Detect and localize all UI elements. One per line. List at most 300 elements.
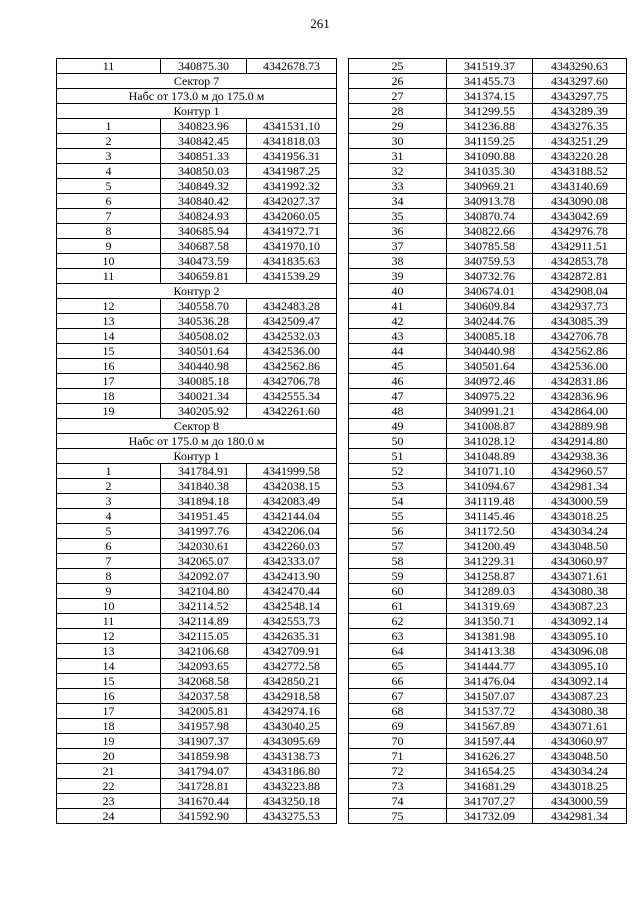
x-coordinate-cell: 341597.44 <box>447 734 533 749</box>
point-number-cell: 15 <box>57 674 161 689</box>
table-row <box>349 254 627 269</box>
table-row <box>349 404 627 419</box>
table-row <box>349 89 627 104</box>
x-coordinate-cell: 342104.80 <box>161 584 247 599</box>
table-row <box>57 269 337 284</box>
table-row <box>349 104 627 119</box>
point-number-cell: 14 <box>57 329 161 344</box>
table-row <box>349 149 627 164</box>
x-coordinate-cell: 340685.94 <box>161 224 247 239</box>
point-number-cell: 8 <box>57 224 161 239</box>
y-coordinate-cell: 4342635.31 <box>247 629 337 644</box>
point-number-cell: 69 <box>349 719 447 734</box>
point-number-cell: 11 <box>57 59 161 74</box>
point-number-cell: 38 <box>349 254 447 269</box>
x-coordinate-cell: 341094.67 <box>447 479 533 494</box>
y-coordinate-cell: 4341835.63 <box>247 254 337 269</box>
x-coordinate-cell: 340536.28 <box>161 314 247 329</box>
point-number-cell: 19 <box>57 734 161 749</box>
y-coordinate-cell: 4343087.23 <box>533 599 627 614</box>
x-coordinate-cell: 342115.05 <box>161 629 247 644</box>
table-row <box>57 59 337 74</box>
y-coordinate-cell: 4343085.39 <box>533 314 627 329</box>
y-coordinate-cell: 4343034.24 <box>533 524 627 539</box>
x-coordinate-cell: 340732.76 <box>447 269 533 284</box>
table-row <box>57 524 337 539</box>
y-coordinate-cell: 4343071.61 <box>533 719 627 734</box>
point-number-cell: 11 <box>57 269 161 284</box>
point-number-cell: 23 <box>57 794 161 809</box>
point-number-cell: 7 <box>57 554 161 569</box>
y-coordinate-cell: 4342937.73 <box>533 299 627 314</box>
y-coordinate-cell: 4343092.14 <box>533 614 627 629</box>
table-row <box>57 554 337 569</box>
x-coordinate-cell: 340969.21 <box>447 179 533 194</box>
y-coordinate-cell: 4343250.18 <box>247 794 337 809</box>
left-table-body <box>57 59 337 824</box>
table-row <box>57 794 337 809</box>
point-number-cell: 66 <box>349 674 447 689</box>
table-row <box>57 239 337 254</box>
table-row <box>349 299 627 314</box>
y-coordinate-cell: 4342974.16 <box>247 704 337 719</box>
y-coordinate-cell: 4341531.10 <box>247 119 337 134</box>
x-coordinate-cell: 341229.31 <box>447 554 533 569</box>
y-coordinate-cell: 4342038.15 <box>247 479 337 494</box>
table-row <box>57 299 337 314</box>
x-coordinate-cell: 340473.59 <box>161 254 247 269</box>
point-number-cell: 50 <box>349 434 447 449</box>
point-number-cell: 5 <box>57 179 161 194</box>
y-coordinate-cell: 4342144.04 <box>247 509 337 524</box>
x-coordinate-cell: 342030.61 <box>161 539 247 554</box>
point-number-cell: 59 <box>349 569 447 584</box>
x-coordinate-cell: 341374.15 <box>447 89 533 104</box>
contour-heading-row <box>57 284 337 299</box>
y-coordinate-cell: 4343188.52 <box>533 164 627 179</box>
y-coordinate-cell: 4342981.34 <box>533 479 627 494</box>
contour-heading-row <box>57 449 337 464</box>
table-row <box>349 719 627 734</box>
y-coordinate-cell: 4342908.04 <box>533 284 627 299</box>
x-coordinate-cell: 341997.76 <box>161 524 247 539</box>
point-number-cell: 17 <box>57 704 161 719</box>
x-coordinate-cell: 340659.81 <box>161 269 247 284</box>
x-coordinate-cell: 342005.81 <box>161 704 247 719</box>
table-row <box>349 239 627 254</box>
point-number-cell: 62 <box>349 614 447 629</box>
sector-heading-row <box>57 419 337 434</box>
point-number-cell: 64 <box>349 644 447 659</box>
point-number-cell: 4 <box>57 509 161 524</box>
y-coordinate-cell: 4342536.00 <box>247 344 337 359</box>
table-row <box>57 179 337 194</box>
x-coordinate-cell: 340501.64 <box>447 359 533 374</box>
x-coordinate-cell: 341258.87 <box>447 569 533 584</box>
y-coordinate-cell: 4341956.31 <box>247 149 337 164</box>
table-row <box>349 539 627 554</box>
y-coordinate-cell: 4342060.05 <box>247 209 337 224</box>
table-row <box>57 194 337 209</box>
page-number: 261 <box>310 16 330 31</box>
x-coordinate-cell: 340840.42 <box>161 194 247 209</box>
y-coordinate-cell: 4343090.08 <box>533 194 627 209</box>
point-number-cell: 72 <box>349 764 447 779</box>
x-coordinate-cell: 341670.44 <box>161 794 247 809</box>
x-coordinate-cell: 340085.18 <box>161 374 247 389</box>
table-row <box>349 224 627 239</box>
table-row <box>349 134 627 149</box>
table-row <box>349 389 627 404</box>
table-row <box>349 479 627 494</box>
table-row <box>349 569 627 584</box>
x-coordinate-cell: 341172.50 <box>447 524 533 539</box>
table-row <box>349 554 627 569</box>
point-number-cell: 2 <box>57 479 161 494</box>
y-coordinate-cell: 4341818.03 <box>247 134 337 149</box>
x-coordinate-cell: 341794.07 <box>161 764 247 779</box>
point-number-cell: 15 <box>57 344 161 359</box>
y-coordinate-cell: 4342483.28 <box>247 299 337 314</box>
table-row <box>349 494 627 509</box>
x-coordinate-cell: 340972.46 <box>447 374 533 389</box>
point-number-cell: 58 <box>349 554 447 569</box>
x-coordinate-cell: 341319.69 <box>447 599 533 614</box>
point-number-cell: 51 <box>349 449 447 464</box>
table-row <box>57 569 337 584</box>
sector-heading: Набс от 175.0 м до 180.0 м <box>57 434 337 449</box>
sector-heading-row <box>57 89 337 104</box>
point-number-cell: 5 <box>57 524 161 539</box>
x-coordinate-cell: 342065.07 <box>161 554 247 569</box>
x-coordinate-cell: 340870.74 <box>447 209 533 224</box>
x-coordinate-cell: 341444.77 <box>447 659 533 674</box>
table-row <box>57 644 337 659</box>
point-number-cell: 1 <box>57 119 161 134</box>
y-coordinate-cell: 4343042.69 <box>533 209 627 224</box>
point-number-cell: 33 <box>349 179 447 194</box>
table-row <box>57 689 337 704</box>
point-number-cell: 75 <box>349 809 447 824</box>
y-coordinate-cell: 4343275.53 <box>247 809 337 824</box>
point-number-cell: 27 <box>349 89 447 104</box>
table-row <box>349 674 627 689</box>
contour-heading: Контур 1 <box>57 449 337 464</box>
contour-heading-row <box>57 104 337 119</box>
x-coordinate-cell: 340849.32 <box>161 179 247 194</box>
point-number-cell: 17 <box>57 374 161 389</box>
y-coordinate-cell: 4343034.24 <box>533 764 627 779</box>
y-coordinate-cell: 4342772.58 <box>247 659 337 674</box>
x-coordinate-cell: 342037.58 <box>161 689 247 704</box>
y-coordinate-cell: 4343251.29 <box>533 134 627 149</box>
y-coordinate-cell: 4342864.00 <box>533 404 627 419</box>
point-number-cell: 46 <box>349 374 447 389</box>
point-number-cell: 11 <box>57 614 161 629</box>
x-coordinate-cell: 342106.68 <box>161 644 247 659</box>
x-coordinate-cell: 341592.90 <box>161 809 247 824</box>
point-number-cell: 32 <box>349 164 447 179</box>
right-coordinates-table <box>348 58 627 824</box>
table-row <box>349 779 627 794</box>
table-row <box>57 329 337 344</box>
point-number-cell: 42 <box>349 314 447 329</box>
point-number-cell: 13 <box>57 314 161 329</box>
x-coordinate-cell: 341236.88 <box>447 119 533 134</box>
sector-heading: Сектор 8 <box>57 419 337 434</box>
x-coordinate-cell: 340842.45 <box>161 134 247 149</box>
y-coordinate-cell: 4343080.38 <box>533 704 627 719</box>
point-number-cell: 54 <box>349 494 447 509</box>
table-row <box>57 374 337 389</box>
point-number-cell: 7 <box>57 209 161 224</box>
point-number-cell: 60 <box>349 584 447 599</box>
point-number-cell: 71 <box>349 749 447 764</box>
table-row <box>349 284 627 299</box>
y-coordinate-cell: 4343140.69 <box>533 179 627 194</box>
table-row <box>57 134 337 149</box>
table-row <box>349 209 627 224</box>
point-number-cell: 18 <box>57 389 161 404</box>
x-coordinate-cell: 340508.02 <box>161 329 247 344</box>
x-coordinate-cell: 340822.66 <box>447 224 533 239</box>
table-row <box>349 359 627 374</box>
point-number-cell: 20 <box>57 749 161 764</box>
y-coordinate-cell: 4343048.50 <box>533 539 627 554</box>
y-coordinate-cell: 4342413.90 <box>247 569 337 584</box>
table-row <box>349 509 627 524</box>
point-number-cell: 52 <box>349 464 447 479</box>
point-number-cell: 74 <box>349 794 447 809</box>
point-number-cell: 2 <box>57 134 161 149</box>
point-number-cell: 61 <box>349 599 447 614</box>
point-number-cell: 12 <box>57 299 161 314</box>
x-coordinate-cell: 341159.25 <box>447 134 533 149</box>
x-coordinate-cell: 341350.71 <box>447 614 533 629</box>
table-row <box>57 749 337 764</box>
table-row <box>57 719 337 734</box>
point-number-cell: 73 <box>349 779 447 794</box>
y-coordinate-cell: 4341539.29 <box>247 269 337 284</box>
table-row <box>349 599 627 614</box>
point-number-cell: 22 <box>57 779 161 794</box>
point-number-cell: 55 <box>349 509 447 524</box>
y-coordinate-cell: 4343080.38 <box>533 584 627 599</box>
y-coordinate-cell: 4341972.71 <box>247 224 337 239</box>
y-coordinate-cell: 4342981.34 <box>533 809 627 824</box>
y-coordinate-cell: 4343289.39 <box>533 104 627 119</box>
table-row <box>349 704 627 719</box>
table-row <box>57 779 337 794</box>
point-number-cell: 6 <box>57 194 161 209</box>
table-row <box>349 794 627 809</box>
y-coordinate-cell: 4342853.78 <box>533 254 627 269</box>
point-number-cell: 6 <box>57 539 161 554</box>
y-coordinate-cell: 4342889.98 <box>533 419 627 434</box>
x-coordinate-cell: 341654.25 <box>447 764 533 779</box>
point-number-cell: 3 <box>57 494 161 509</box>
y-coordinate-cell: 4342709.91 <box>247 644 337 659</box>
x-coordinate-cell: 342092.07 <box>161 569 247 584</box>
table-row <box>57 464 337 479</box>
y-coordinate-cell: 4342911.51 <box>533 239 627 254</box>
y-coordinate-cell: 4342976.78 <box>533 224 627 239</box>
table-row <box>57 149 337 164</box>
table-row <box>349 734 627 749</box>
x-coordinate-cell: 340440.98 <box>447 344 533 359</box>
x-coordinate-cell: 340501.64 <box>161 344 247 359</box>
y-coordinate-cell: 4342914.80 <box>533 434 627 449</box>
point-number-cell: 53 <box>349 479 447 494</box>
right-table-body <box>349 59 627 824</box>
y-coordinate-cell: 4342083.49 <box>247 494 337 509</box>
point-number-cell: 37 <box>349 239 447 254</box>
point-number-cell: 39 <box>349 269 447 284</box>
table-row <box>349 119 627 134</box>
y-coordinate-cell: 4342850.21 <box>247 674 337 689</box>
point-number-cell: 16 <box>57 689 161 704</box>
y-coordinate-cell: 4342553.73 <box>247 614 337 629</box>
x-coordinate-cell: 341907.37 <box>161 734 247 749</box>
x-coordinate-cell: 341028.12 <box>447 434 533 449</box>
x-coordinate-cell: 341537.72 <box>447 704 533 719</box>
table-row <box>349 449 627 464</box>
y-coordinate-cell: 4343096.08 <box>533 644 627 659</box>
x-coordinate-cell: 340085.18 <box>447 329 533 344</box>
sector-heading: Набс от 173.0 м до 175.0 м <box>57 89 337 104</box>
y-coordinate-cell: 4343095.69 <box>247 734 337 749</box>
x-coordinate-cell: 341476.04 <box>447 674 533 689</box>
table-row <box>57 254 337 269</box>
point-number-cell: 43 <box>349 329 447 344</box>
x-coordinate-cell: 340205.92 <box>161 404 247 419</box>
left-coordinates-table <box>56 58 337 824</box>
table-row <box>349 59 627 74</box>
x-coordinate-cell: 342068.58 <box>161 674 247 689</box>
table-row <box>57 674 337 689</box>
x-coordinate-cell: 340975.22 <box>447 389 533 404</box>
y-coordinate-cell: 4342918.58 <box>247 689 337 704</box>
contour-heading: Контур 2 <box>57 284 337 299</box>
y-coordinate-cell: 4342470.44 <box>247 584 337 599</box>
x-coordinate-cell: 340558.70 <box>161 299 247 314</box>
x-coordinate-cell: 341145.46 <box>447 509 533 524</box>
table-row <box>57 209 337 224</box>
point-number-cell: 70 <box>349 734 447 749</box>
y-coordinate-cell: 4343048.50 <box>533 749 627 764</box>
y-coordinate-cell: 4342678.73 <box>247 59 337 74</box>
table-row <box>57 404 337 419</box>
point-number-cell: 57 <box>349 539 447 554</box>
y-coordinate-cell: 4343138.73 <box>247 749 337 764</box>
x-coordinate-cell: 340244.76 <box>447 314 533 329</box>
point-number-cell: 4 <box>57 164 161 179</box>
x-coordinate-cell: 340785.58 <box>447 239 533 254</box>
table-row <box>57 764 337 779</box>
y-coordinate-cell: 4341999.58 <box>247 464 337 479</box>
table-row <box>57 479 337 494</box>
x-coordinate-cell: 340440.98 <box>161 359 247 374</box>
x-coordinate-cell: 341951.45 <box>161 509 247 524</box>
point-number-cell: 34 <box>349 194 447 209</box>
table-row <box>57 359 337 374</box>
table-row <box>57 614 337 629</box>
table-row <box>349 269 627 284</box>
x-coordinate-cell: 341119.48 <box>447 494 533 509</box>
y-coordinate-cell: 4342706.78 <box>533 329 627 344</box>
table-row <box>57 539 337 554</box>
y-coordinate-cell: 4343290.63 <box>533 59 627 74</box>
y-coordinate-cell: 4343000.59 <box>533 494 627 509</box>
point-number-cell: 35 <box>349 209 447 224</box>
y-coordinate-cell: 4343060.97 <box>533 734 627 749</box>
y-coordinate-cell: 4342960.57 <box>533 464 627 479</box>
table-row <box>349 434 627 449</box>
table-row <box>349 314 627 329</box>
y-coordinate-cell: 4343040.25 <box>247 719 337 734</box>
y-coordinate-cell: 4342555.34 <box>247 389 337 404</box>
x-coordinate-cell: 341728.81 <box>161 779 247 794</box>
table-row <box>349 644 627 659</box>
y-coordinate-cell: 4343071.61 <box>533 569 627 584</box>
point-number-cell: 44 <box>349 344 447 359</box>
y-coordinate-cell: 4342831.86 <box>533 374 627 389</box>
sector-heading-row <box>57 434 337 449</box>
table-row <box>349 749 627 764</box>
y-coordinate-cell: 4342536.00 <box>533 359 627 374</box>
point-number-cell: 13 <box>57 644 161 659</box>
table-row <box>349 329 627 344</box>
x-coordinate-cell: 341859.98 <box>161 749 247 764</box>
y-coordinate-cell: 4342706.78 <box>247 374 337 389</box>
table-row <box>349 614 627 629</box>
point-number-cell: 47 <box>349 389 447 404</box>
table-row <box>349 419 627 434</box>
point-number-cell: 26 <box>349 74 447 89</box>
table-row <box>57 119 337 134</box>
x-coordinate-cell: 341732.09 <box>447 809 533 824</box>
x-coordinate-cell: 341035.30 <box>447 164 533 179</box>
y-coordinate-cell: 4343018.25 <box>533 779 627 794</box>
contour-heading: Контур 1 <box>57 104 337 119</box>
point-number-cell: 10 <box>57 599 161 614</box>
y-coordinate-cell: 4343276.35 <box>533 119 627 134</box>
x-coordinate-cell: 340674.01 <box>447 284 533 299</box>
x-coordinate-cell: 342114.52 <box>161 599 247 614</box>
table-row <box>57 704 337 719</box>
y-coordinate-cell: 4343186.80 <box>247 764 337 779</box>
y-coordinate-cell: 4341970.10 <box>247 239 337 254</box>
x-coordinate-cell: 340913.78 <box>447 194 533 209</box>
table-row <box>57 344 337 359</box>
point-number-cell: 67 <box>349 689 447 704</box>
y-coordinate-cell: 4342333.07 <box>247 554 337 569</box>
table-row <box>349 764 627 779</box>
point-number-cell: 19 <box>57 404 161 419</box>
y-coordinate-cell: 4343095.10 <box>533 659 627 674</box>
y-coordinate-cell: 4343095.10 <box>533 629 627 644</box>
table-row <box>57 389 337 404</box>
point-number-cell: 21 <box>57 764 161 779</box>
x-coordinate-cell: 342114.89 <box>161 614 247 629</box>
x-coordinate-cell: 341894.18 <box>161 494 247 509</box>
table-row <box>349 629 627 644</box>
table-row <box>57 584 337 599</box>
y-coordinate-cell: 4342261.60 <box>247 404 337 419</box>
y-coordinate-cell: 4342548.14 <box>247 599 337 614</box>
point-number-cell: 10 <box>57 254 161 269</box>
y-coordinate-cell: 4342938.36 <box>533 449 627 464</box>
